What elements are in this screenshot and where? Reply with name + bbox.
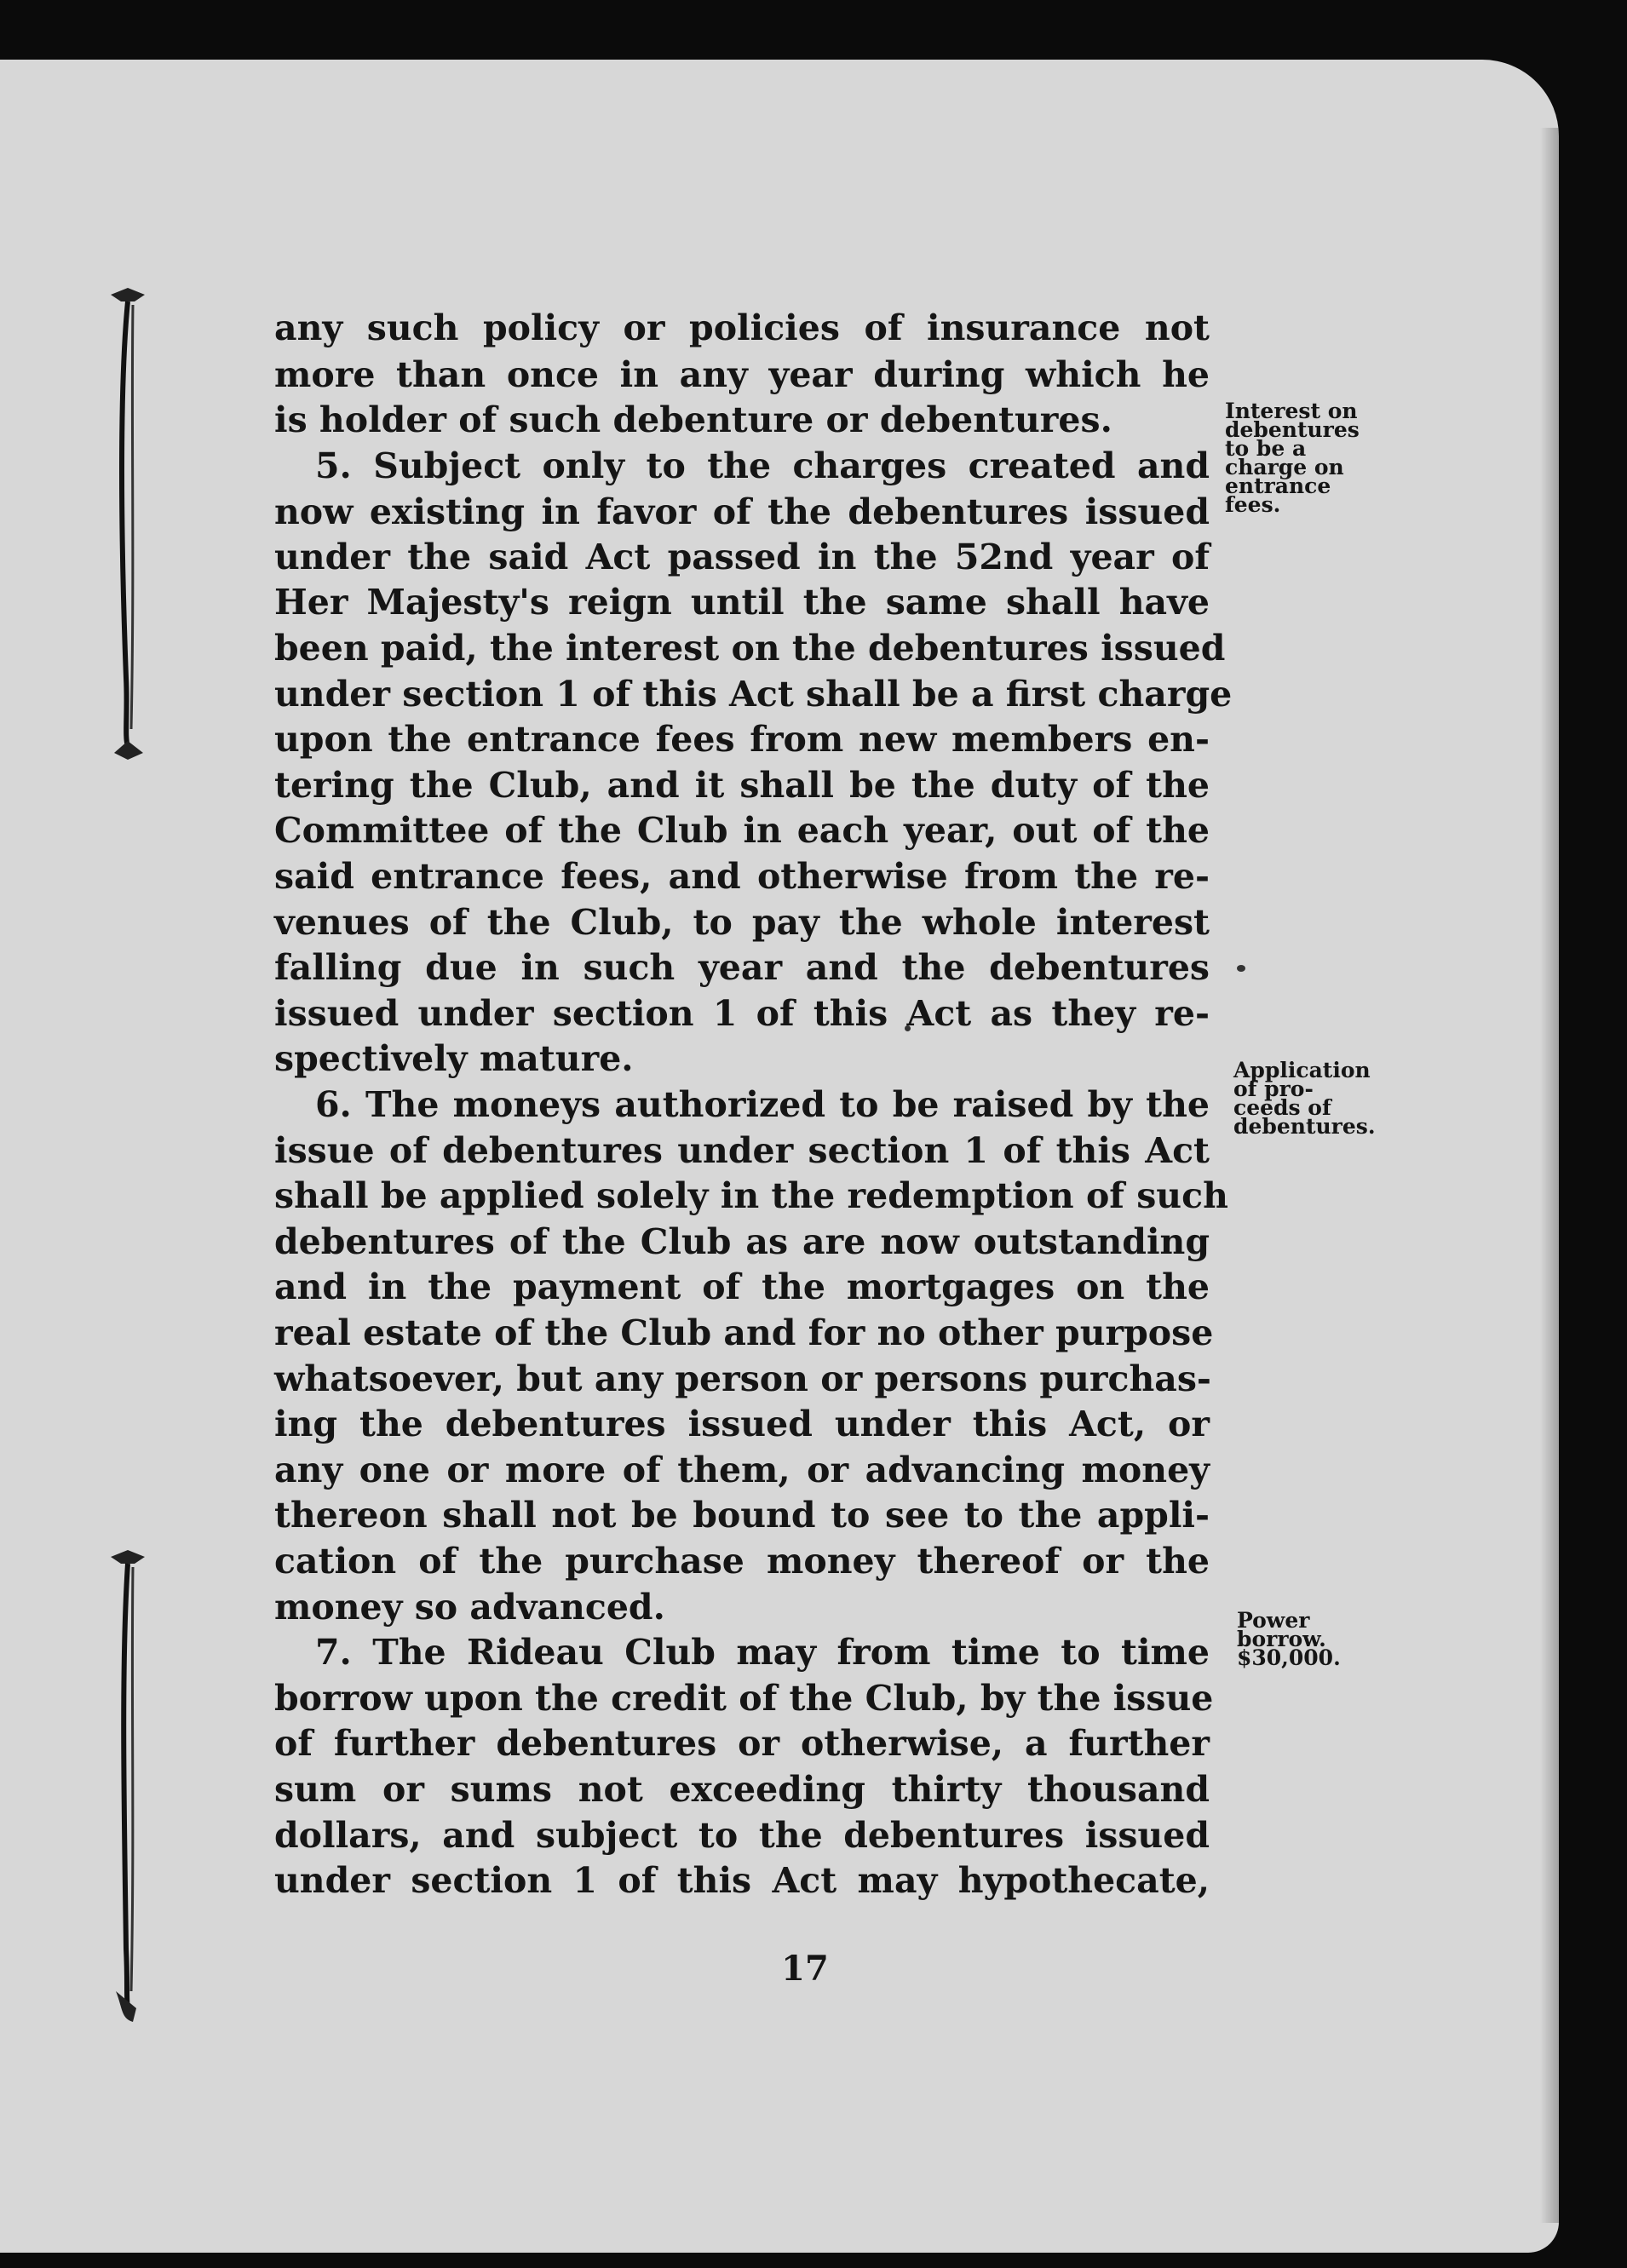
binding-mark-top bbox=[102, 286, 153, 763]
text-line: said entrance fees, and otherwise from the re- bbox=[274, 856, 1210, 897]
text-line: spectively mature. bbox=[274, 1038, 634, 1079]
text-line: money so advanced. bbox=[274, 1587, 665, 1628]
page-edge-shadow bbox=[1540, 128, 1559, 2223]
text-line: issue of debentures under section 1 of this Act bbox=[274, 1130, 1210, 1171]
text-line: cation of the purchase money thereof or the bbox=[274, 1541, 1210, 1582]
text-line: whatsoever, but any person or persons purchas- bbox=[274, 1358, 1211, 1399]
text-line: borrow upon the credit of the Club, by the issue bbox=[274, 1678, 1214, 1719]
text-line: now existing in favor of the debentures issued bbox=[274, 491, 1210, 532]
text-line: more than once in any year during which he bbox=[274, 354, 1210, 395]
margin-note: Application of pro- ceeds of debentures. bbox=[1233, 1058, 1376, 1139]
text-line: sum or sums not exceeding thirty thousand bbox=[274, 1769, 1210, 1810]
text-line: 5. Subject only to the charges created and bbox=[315, 445, 1210, 486]
scan-speck bbox=[1237, 965, 1245, 972]
text-line: venues of the Club, to pay the whole interest bbox=[274, 902, 1210, 943]
text-line: 6. The moneys authorized to be raised by the bbox=[315, 1084, 1210, 1125]
text-line: of further debentures or otherwise, a further bbox=[274, 1723, 1210, 1764]
text-line: under section 1 of this Act may hypothecate, bbox=[274, 1860, 1210, 1901]
page-number: 17 bbox=[781, 1949, 829, 1989]
text-line: Her Majesty's reign until the same shall have bbox=[274, 582, 1210, 623]
text-line: Committee of the Club in each year, out of the bbox=[274, 810, 1210, 851]
text-line: any such policy or policies of insurance not bbox=[274, 307, 1210, 348]
margin-note: Power borrow. $30,000. bbox=[1237, 1608, 1341, 1670]
text-line: real estate of the Club and for no other purpose bbox=[274, 1312, 1214, 1353]
margin-note: Interest on debentures to be a charge on entrance fees. bbox=[1225, 399, 1360, 517]
text-line: issued under section 1 of this Act as they re- bbox=[274, 993, 1210, 1034]
text-line: falling due in such year and the debentures bbox=[274, 947, 1210, 988]
text-line: shall be applied solely in the redemption of such bbox=[274, 1175, 1228, 1216]
text-line: ing the debentures issued under this Act, or bbox=[274, 1404, 1210, 1444]
text-line: dollars, and subject to the debentures issued bbox=[274, 1815, 1210, 1856]
text-line: under the said Act passed in the 52nd year of bbox=[274, 537, 1210, 577]
text-line: tering the Club, and it shall be the duty of the bbox=[274, 765, 1210, 806]
text-line: debentures of the Club as are now outstanding bbox=[274, 1221, 1210, 1262]
text-line: been paid, the interest on the debentures issued bbox=[274, 628, 1226, 669]
text-line: and in the payment of the mortgages on the bbox=[274, 1266, 1210, 1307]
text-line: any one or more of them, or advancing money bbox=[274, 1450, 1210, 1490]
text-line: thereon shall not be bound to see to the appli- bbox=[274, 1495, 1210, 1536]
text-line: upon the entrance fees from new members en- bbox=[274, 719, 1210, 760]
text-line: 7. The Rideau Club may from time to time bbox=[315, 1632, 1210, 1673]
text-line: under section 1 of this Act shall be a first charge bbox=[274, 674, 1233, 715]
document-page bbox=[0, 60, 1559, 2253]
text-line: is holder of such debenture or debentures. bbox=[274, 399, 1112, 440]
